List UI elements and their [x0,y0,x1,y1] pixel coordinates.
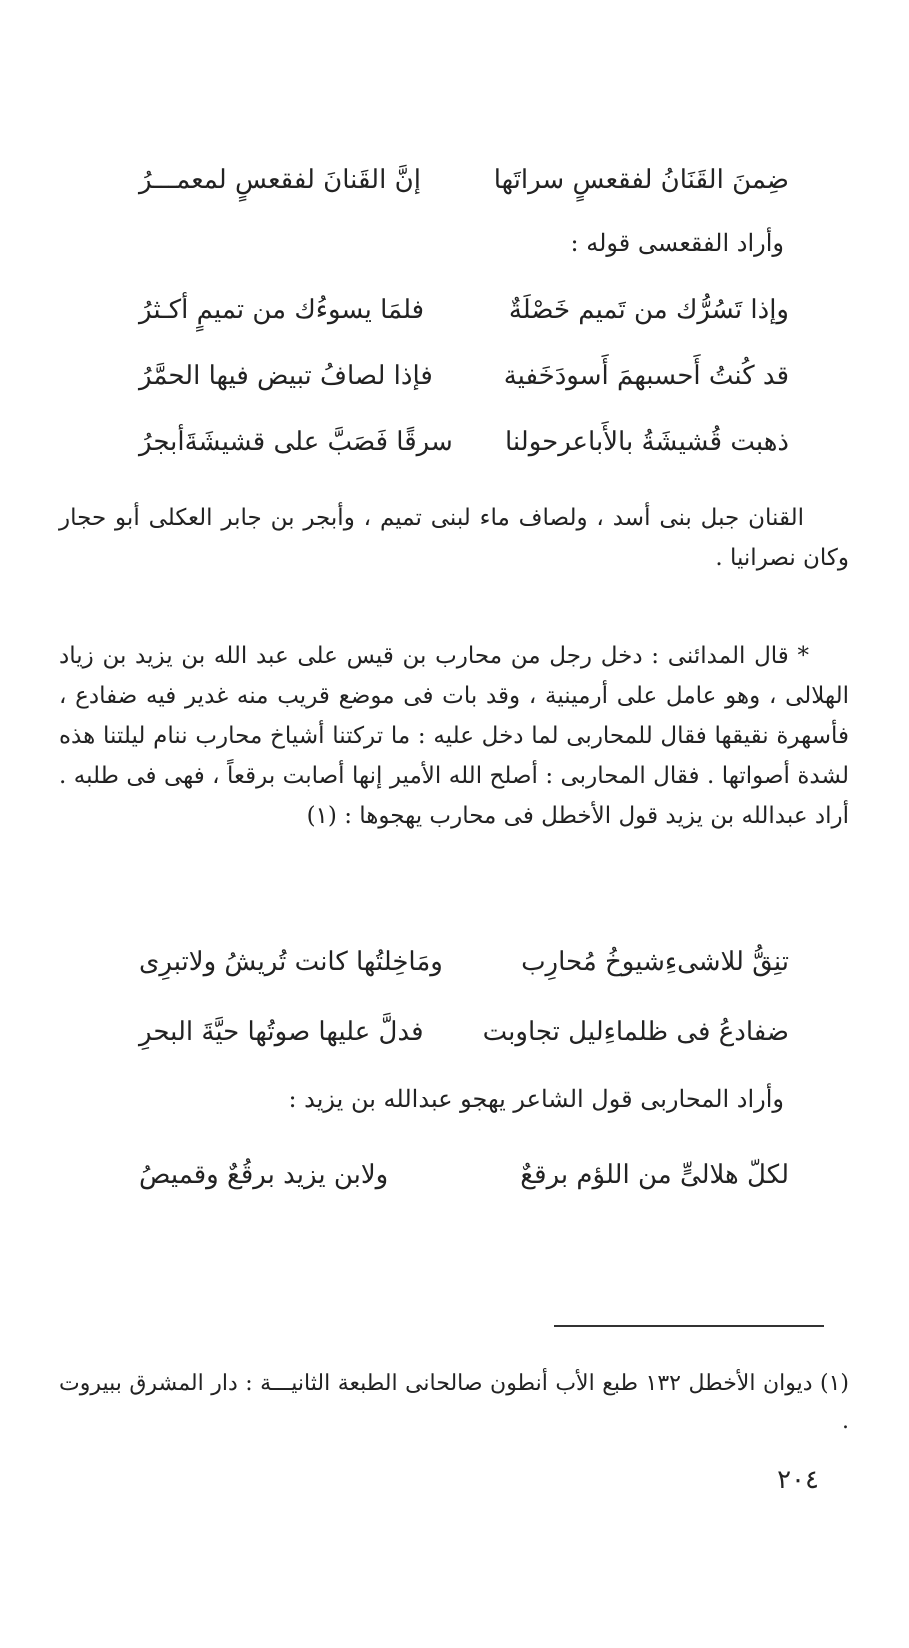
page-number: ٢٠٤ [777,1465,819,1495]
verse-first-hemistich: وإذا تَسُرُّك من تَميم خَصْلَةٌ [508,295,789,325]
verse-first-hemistich: ضِمنَ القَنَانُ لفقعسٍ سراتَها [493,165,789,195]
verse-second-hemistich: سرقًا فَصَبَّ على قشيشَةَأبجرُ [139,427,453,457]
verse-line [139,420,789,464]
verse-first-hemistich: ذهبت قُشيشَةُ بالأَباعرحولنا [505,427,789,457]
verse-line [139,288,789,332]
note-paragraph: القنان جبل بنى أسد ، ولصاف ماء لبنى تميم ، وأبجر بن جابر العكلى أبو حجار وكان نصرانيا . [59,505,849,571]
verse-line [139,354,789,398]
footnote: (١) ديوان الأخطل ١٣٢ طبع الأب أنطون صالحانى الطبعة الثانيـــة : دار المشرق ببيروت . [59,1371,849,1434]
verse-first-hemistich: لكلّ هلالىٍّ من اللؤم برقعٌ [520,1160,789,1190]
story-paragraph: * قال المدائنى : دخل رجل من محارب بن قيس على عبد الله بن يزيد بن زياد الهلالى ، وهو عامل على أرمينية ، وقد بات فى موضع قريب منه غدير فيه ضفادع ، فأسهرة نقيقها فقال للمحاربى لما دخل عليه : ما تركتنا أشياخ محارب ننام ليلتنا هذه لشدة أصواتها . فقال المحاربى : أصلح الله الأمير إنها أصابت برقعاً ، فهى فى طلبه . أراد عبدالله بن يزيد قول الأخطل فى محارب يهجوها : (١) [59,643,849,829]
footnote-divider [554,1325,824,1327]
verse-first-hemistich: ضفادعُ فى ظلماءِليل تجاوبت [482,1017,789,1047]
verse-second-hemistich: إنَّ القَنانَ لفقعسٍ لمعمـــرُ [139,165,421,195]
verse-introduction: وأراد المحاربى قول الشاعر يهجو عبدالله بن يزيد : [288,1085,784,1113]
verse-second-hemistich: فلمَا يسوءُك من تميمٍ أكـثرُ [139,295,425,325]
verse-first-hemistich: قد كُنتُ أَحسبهمَ أَسودَخَفية [503,361,789,391]
verse-line [139,158,789,202]
verse-line [139,1153,789,1197]
verse-line [139,940,789,984]
verse-introduction: وأراد الفقعسى قوله : [570,229,784,257]
verse-first-hemistich: تنِقُّ للاشىءِشيوخُ مُحارِب [521,947,789,977]
verse-line [139,1010,789,1054]
verse-second-hemistich: ولابن يزيد برقُعٌ وقميصُ [139,1160,389,1190]
verse-second-hemistich: فإذا لصافُ تبيض فيها الحمَّرُ [139,361,433,391]
verse-second-hemistich: ومَاخِلتُها كانت تُريشُ ولاتبرِى [139,947,443,977]
verse-second-hemistich: فدلَّ عليها صوتُها حيَّةَ البحرِ [139,1017,424,1047]
